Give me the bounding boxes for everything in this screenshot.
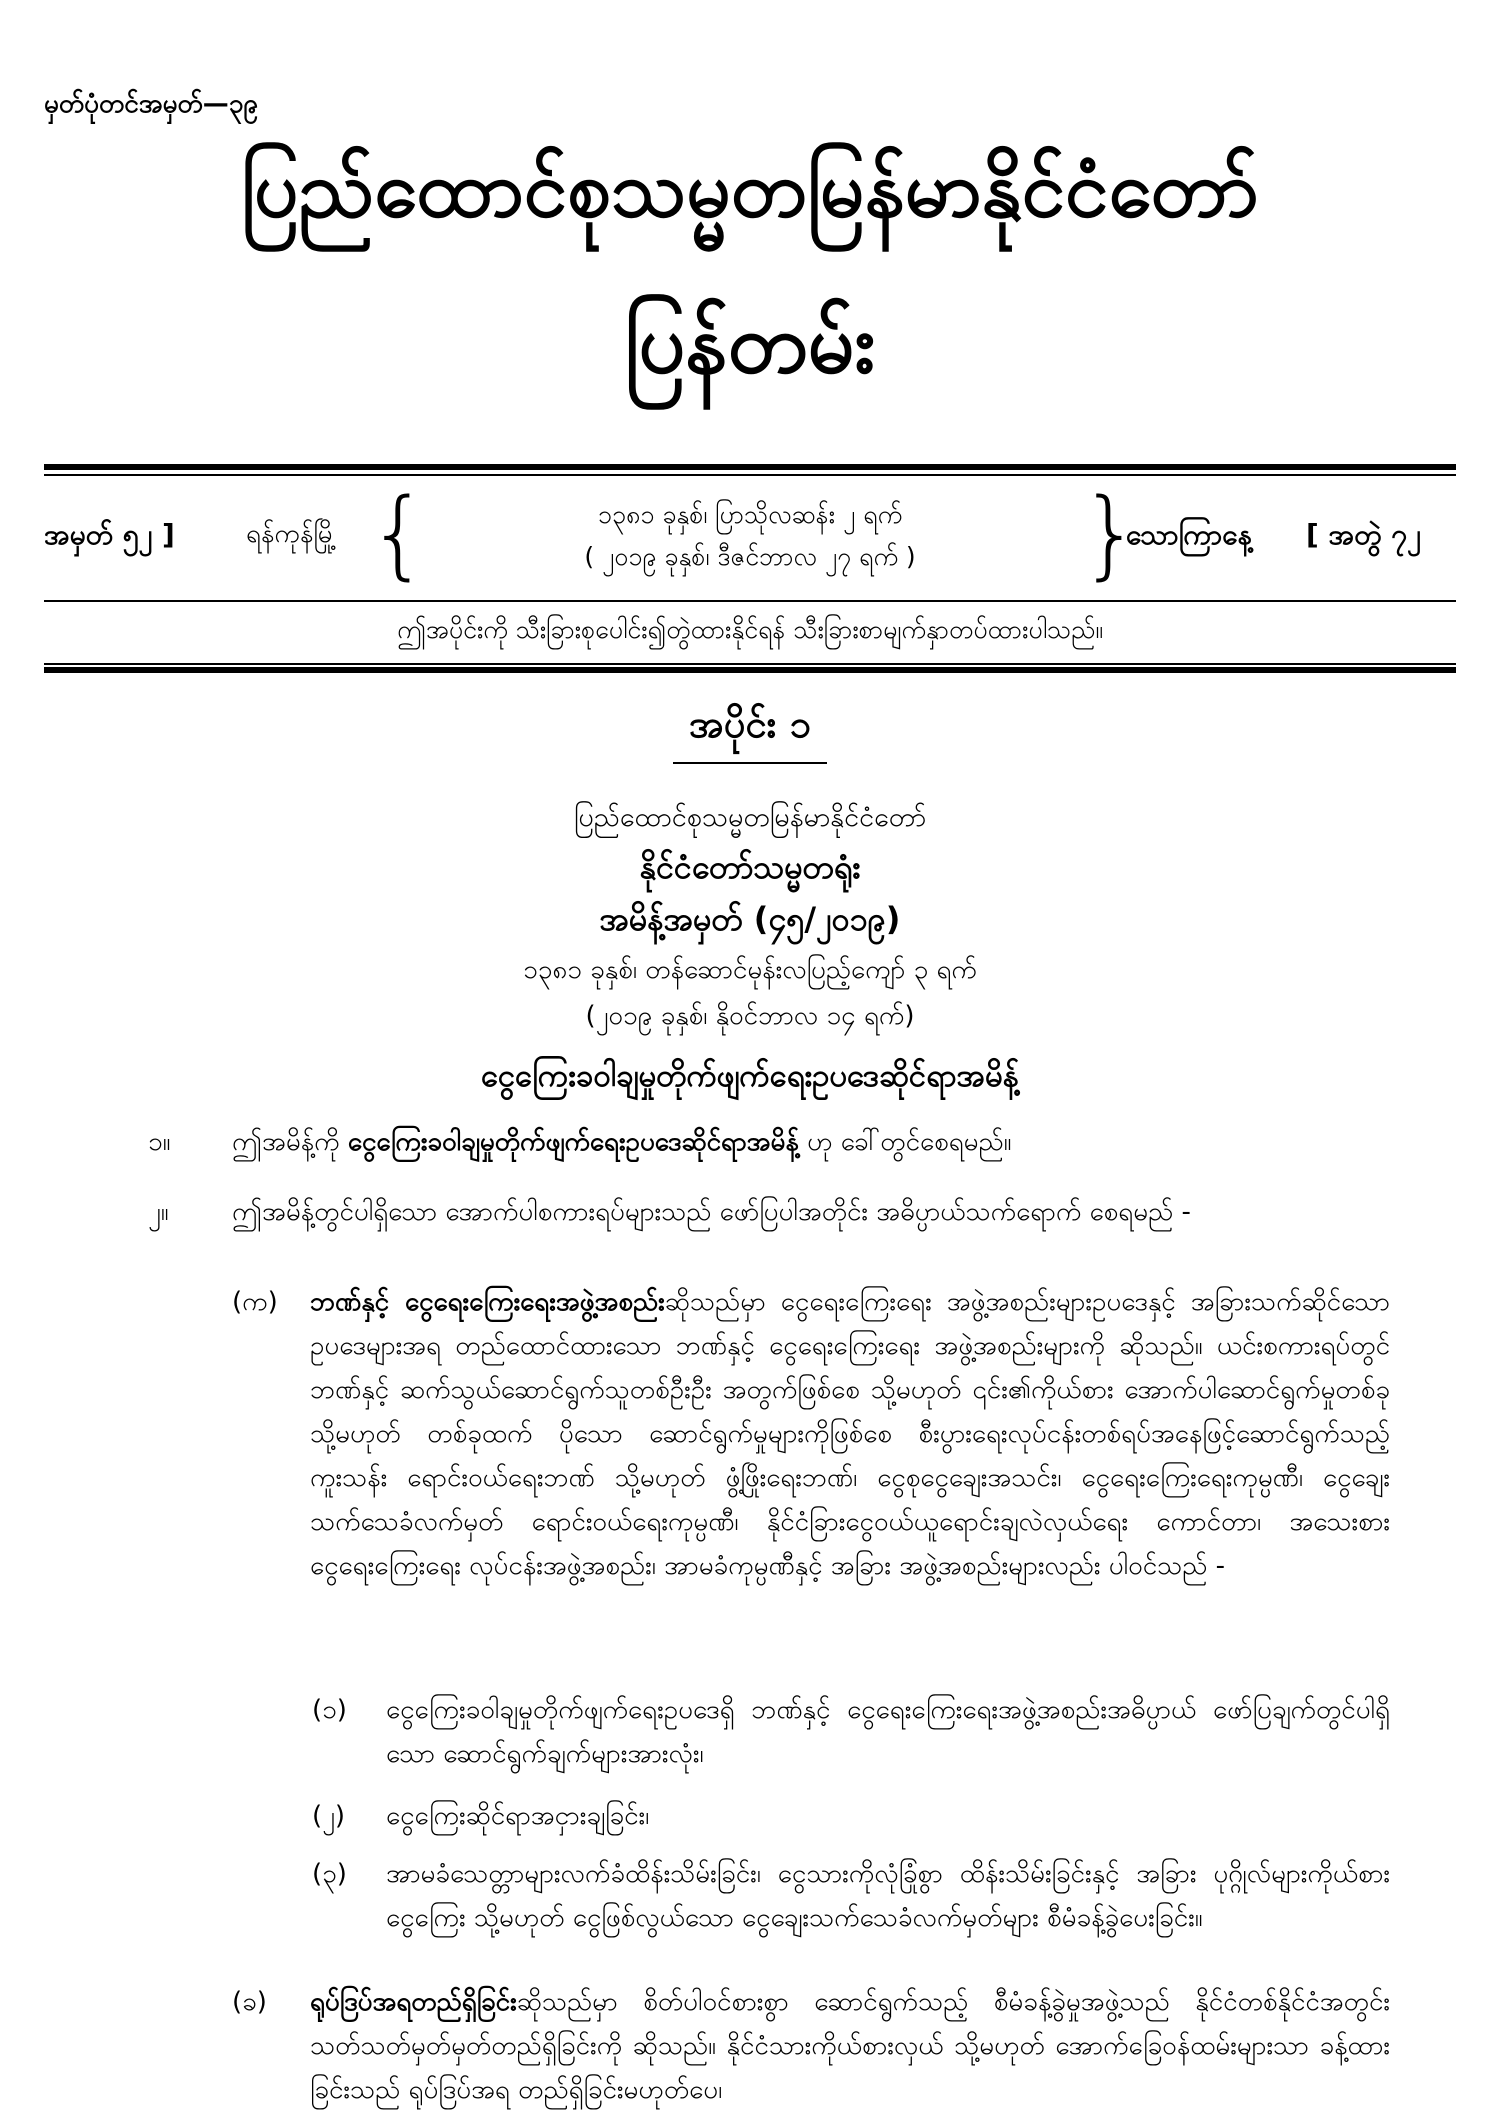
top-thick-rule bbox=[44, 464, 1456, 470]
ministry-name: ပြည်ထောင်စုသမ္မတမြန်မာနိုင်ငံတော် bbox=[573, 802, 927, 833]
subclause-3: အာမခံသေတ္တာများလက်ခံထိန်းသိမ်းခြင်း၊ ငွေသားကိုလုံခြုံစွာ ထိန်းသိမ်းခြင်းနှင့် အခြား ပုဂ္ဂိုလ်များကိုယ်စား ငွေကြေး သို့မဟုတ် ငွေဖြစ်လွယ်သော ငွေချေးသက်သေခံလက်မှတ်များ စီမံခန့်ခွဲပေးခြင်း။ bbox=[386, 1859, 1390, 1933]
top-thin-rule bbox=[44, 474, 1456, 476]
part-title: အပိုင်း ၁ bbox=[673, 700, 827, 764]
issuing-authority: နိုင်ငံတော်သမ္မတရုံး bbox=[639, 848, 861, 886]
order-subject: ငွေကြေးခဝါချမှုတိုက်ဖျက်ရေးဥပဒေဆိုင်ရာအမိန့် bbox=[481, 1058, 1019, 1094]
subclause-1-number: (၁) bbox=[312, 1695, 347, 1725]
gazette-subtitle: ပြန်တမ်း bbox=[624, 297, 876, 392]
issue-dates bbox=[430, 494, 1070, 578]
notice-thin-rule bbox=[44, 663, 1456, 665]
subclause-2-number: (၂) bbox=[312, 1801, 346, 1831]
para-2: ဤအမိန့်တွင်ပါရှိသော အောက်ပါစကားရပ်များသည် ဖော်ပြပါအတိုင်း အဓိပ္ပာယ်သက်ရောက် စေရမည် - bbox=[232, 1197, 1191, 1227]
para-1-number: ၁။ bbox=[148, 1127, 171, 1157]
clause-ka-definition: ဆိုသည်မှာ ငွေရေးကြေးရေး အဖွဲ့အစည်းများဥပဒေနှင့် အခြားသက်ဆိုင်သောဥပဒေများအရ တည်ထောင်ထားသော ဘဏ်နှင့် ငွေရေးကြေးရေး အဖွဲ့အစည်းများကို ဆိုသည်။ ယင်းစကားရပ်တွင် ဘဏ်နှင့် ဆက်သွယ်ဆောင်ရွက်သူတစ်ဦးဦး အတွက်ဖြစ်စေ သို့မဟုတ် ၎င်း၏ကိုယ်စား အောက်ပါဆောင်ရွက်မှုတစ်ခု သို့မဟုတ် တစ်ခုထက် ပိုသော ဆောင်ရွက်မှုများကိုဖြစ်စေ စီးပွားရေးလုပ်ငန်းတစ်ရပ်အနေဖြင့်ဆောင်ရွက်သည့် ကူးသန်း ရောင်းဝယ်ရေးဘဏ် သို့မဟုတ် ဖွံ့ဖြိုးရေးဘဏ်၊ ငွေစုငွေချေးအသင်း၊ ငွေရေးကြေးရေးကုမ္ပဏီ၊ ငွေချေးသက်သေခံလက်မှတ် ရောင်းဝယ်ရေးကုမ္ပဏီ၊ နိုင်ငံခြားငွေဝယ်ယူရောင်းချလဲလှယ်ရေး ကောင်တာ၊ အသေးစားငွေရေးကြေးရေး လုပ်ငန်းအဖွဲ့အစည်း၊ အာမခံကုမ္ပဏီနှင့် အခြား အဖွဲ့အစည်းများလည်း ပါဝင်သည် - bbox=[310, 1287, 1391, 1581]
order-date-myanmar: ၁၃၈၁ ခုနှစ်၊ တန်ဆောင်မုန်းလပြည့်ကျော် ၃ ရက် bbox=[523, 955, 977, 985]
para-1-lead: ဤအမိန့်ကို bbox=[232, 1127, 348, 1157]
clause-kha-number: (ခ) bbox=[232, 1987, 267, 2017]
separate-binding-notice: ဤအပိုင်းကို သီးခြားစုပေါင်း၍တွဲထားနိုင်ရန် သီးခြားစာမျက်နှာတပ်ထားပါသည်။ bbox=[397, 615, 1103, 644]
para-1-order-title: ငွေကြေးခဝါချမှုတိုက်ဖျက်ရေးဥပဒေဆိုင်ရာအမိန့် bbox=[347, 1127, 799, 1157]
subclause-2: ငွေကြေးဆိုင်ရာအငှားချခြင်း၊ bbox=[386, 1801, 650, 1831]
city-name: ရန်ကုန်မြို့ bbox=[246, 519, 337, 549]
issue-date-myanmar: ၁၃၈၁ ခုနှစ်၊ ပြာသိုလဆန်း ၂ ရက် bbox=[597, 500, 903, 529]
gazette-title: ပြည်ထောင်စုသမ္မတမြန်မာနိုင်ငံတော် bbox=[241, 145, 1259, 235]
part-heading bbox=[0, 700, 1500, 764]
weekday: သောကြာနေ့ bbox=[1126, 518, 1252, 551]
masthead-bottom-rule bbox=[44, 600, 1456, 602]
right-brace: } bbox=[1080, 478, 1142, 590]
notice-thick-rule bbox=[44, 667, 1456, 673]
subclause-3-number: (၃) bbox=[312, 1859, 347, 1889]
clause-kha-term: ရုပ်ဒြပ်အရတည်ရှိခြင်း bbox=[310, 1987, 517, 2017]
subclause-1: ငွေကြေးခဝါချမှုတိုက်ဖျက်ရေးဥပဒေရှိ ဘဏ်နှင့် ငွေရေးကြေးရေးအဖွဲ့အစည်းအဓိပ္ပာယ် ဖော်ပြချက်တွင်ပါရှိသော ဆောင်ရွက်ချက်များအားလုံး၊ bbox=[386, 1695, 1390, 1769]
volume-number: [ အတွဲ ၇၂ bbox=[1306, 518, 1421, 551]
para-1-tail: ဟု ခေါ်တွင်စေရမည်။ bbox=[798, 1127, 1012, 1157]
para-1 bbox=[232, 1120, 1456, 1164]
clause-ka-term: ဘဏ်နှင့် ငွေရေးကြေးရေးအဖွဲ့အစည်း bbox=[310, 1287, 665, 1317]
para-2-number: ၂။ bbox=[148, 1197, 169, 1227]
clause-kha bbox=[310, 1980, 1390, 2112]
order-date-gregorian: (၂၀၁၉ ခုနှစ်၊ နိုဝင်ဘာလ ၁၄ ရက်) bbox=[585, 1001, 915, 1031]
clause-ka bbox=[310, 1280, 1390, 1588]
left-brace: { bbox=[368, 478, 430, 590]
clause-ka-number: (က) bbox=[232, 1287, 278, 1317]
issue-date-gregorian: ( ၂၀၁၉ ခုနှစ်၊ ဒီဇင်ဘာလ ၂၇ ရက် ) bbox=[584, 542, 916, 571]
order-number: အမိန့်အမှတ် (၄၅/၂၀၁၉) bbox=[599, 900, 901, 938]
issue-number: အမှတ် ၅၂ ] bbox=[44, 518, 175, 551]
masthead-row bbox=[0, 478, 1500, 590]
clause-kha-definition: ဆိုသည်မှာ စိတ်ပါဝင်စားစွာ ဆောင်ရွက်သည့် စီမံခန့်ခွဲမှုအဖွဲ့သည် နိုင်ငံတစ်နိုင်ငံအတွင်း သတ်သတ်မှတ်မှတ်တည်ရှိခြင်းကို ဆိုသည်။ နိုင်ငံသားကိုယ်စားလှယ် သို့မဟုတ် အောက်ခြေဝန်ထမ်းများသာ ခန့်ထားခြင်းသည် ရုပ်ဒြပ်အရ တည်ရှိခြင်းမဟုတ်ပေ၊ bbox=[310, 1987, 1390, 2105]
registration-number: မှတ်ပုံတင်အမှတ်—၃၉ bbox=[44, 89, 259, 119]
